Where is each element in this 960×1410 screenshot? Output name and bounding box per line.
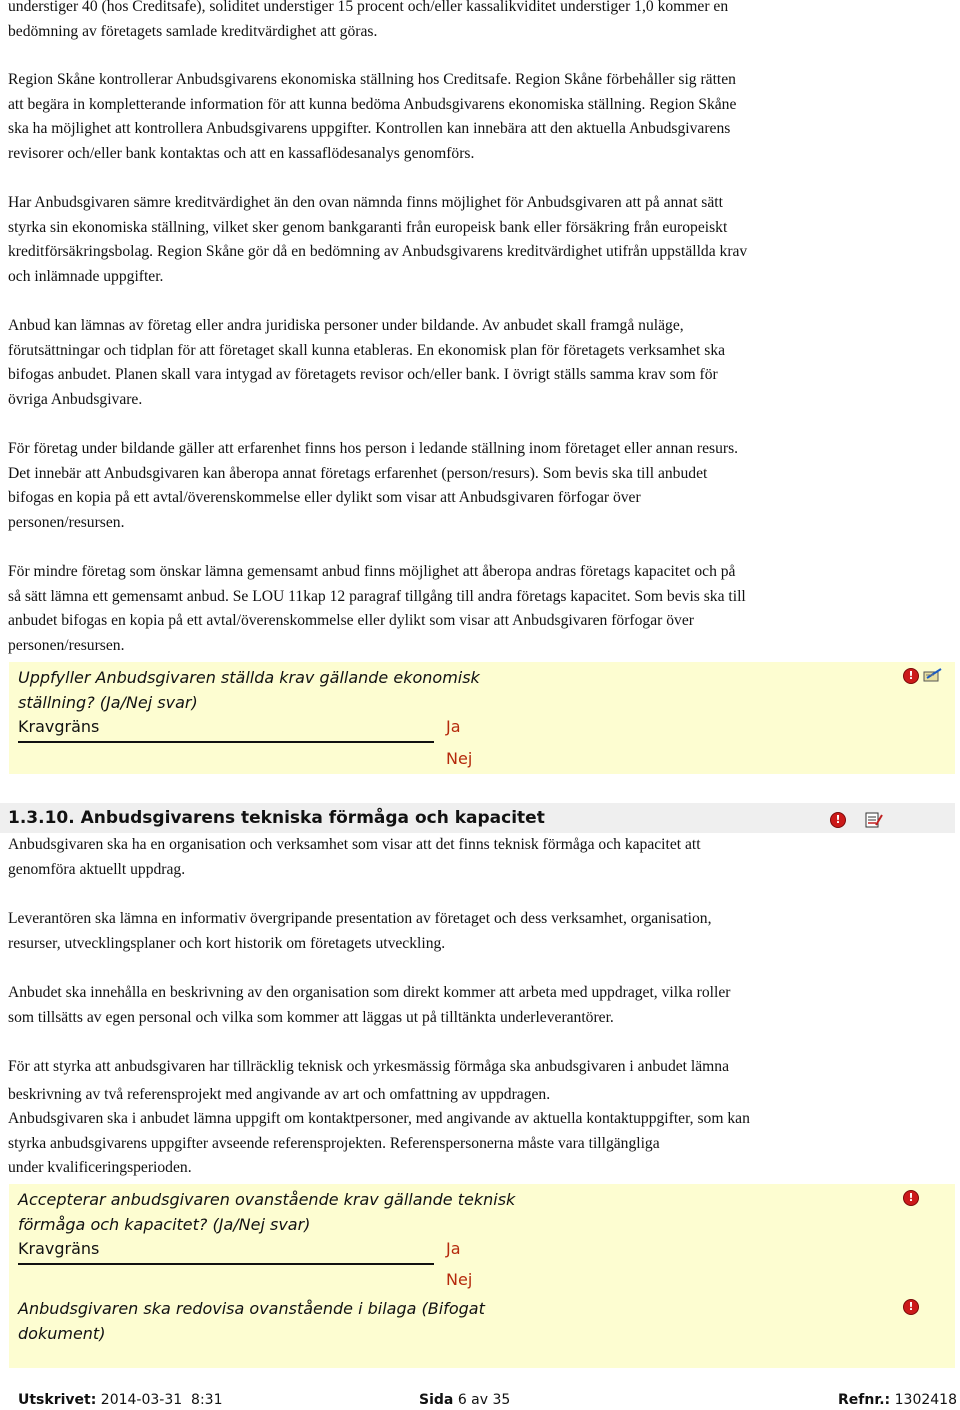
- paragraph-references: [8, 1055, 958, 1181]
- text-line: beskrivning av två referensprojekt med angivande av art och omfattning av uppdragen.: [8, 1085, 551, 1103]
- text-line: bifogas en kopia på ett avtal/överenskommelse eller dylikt som visar att Anbudsgivaren förfogar över: [8, 489, 641, 507]
- option-ja[interactable]: Ja: [446, 717, 461, 736]
- text-line: Har Anbudsgivaren sämre kreditvärdighet än den ovan nämnda finns möjlighet för Anbudsgivaren att på annat sätt: [8, 194, 723, 211]
- text-line: som tillsätts av egen personal och vilka som kommer att läggas ut på tilltänkta underleverantörer.: [8, 1008, 614, 1026]
- text-line: ska ha möjlighet att kontrollera Anbudsgivarens uppgifter. Kontrollen kan innebära att den aktuella Anbudsgivarens: [8, 120, 731, 138]
- document-icon[interactable]: [864, 811, 884, 829]
- option-nej[interactable]: Nej: [446, 749, 473, 768]
- paragraph-control: [8, 68, 958, 166]
- threshold-label: Kravgräns: [18, 1239, 100, 1258]
- printed-label: Utskrivet:: [18, 1392, 97, 1408]
- ref-label: Refnr.:: [838, 1392, 891, 1408]
- paragraph-experience: [8, 437, 958, 535]
- edit-note-icon[interactable]: [922, 667, 944, 683]
- question-text: [18, 1187, 515, 1237]
- threshold-line: [18, 1263, 434, 1265]
- text-line: styrka anbudsgivarens uppgifter avseende referensprojekten. Referenspersonerna måste vara tillgängliga: [8, 1134, 660, 1152]
- paragraph-lower-credit: [8, 191, 958, 289]
- text-line: genomföra aktuellt uppdrag.: [8, 860, 186, 878]
- warning-icon: !: [903, 1299, 919, 1315]
- paragraph-credit: [8, 0, 958, 44]
- text-line: resurser, utvecklingsplaner och kort historik om företagets utveckling.: [8, 934, 446, 952]
- warning-icon: !: [903, 668, 919, 684]
- text-line: personen/resursen.: [8, 513, 125, 531]
- text-line: För företag under bildande gäller att erfarenhet finns hos person i ledande ställning inom företaget eller annan resurs.: [8, 440, 739, 457]
- footer-page: [419, 1392, 510, 1408]
- text-line: revisorer och/eller bank kontaktas och att en kassaflödesanalys genomförs.: [8, 144, 475, 162]
- text-line: Anbudsgivaren ska ha en organisation och verksamhet som visar att det finns teknisk förmåga och kapacitet att: [8, 836, 701, 853]
- threshold-label: Kravgräns: [18, 717, 100, 736]
- page-value: 6 av 35: [457, 1392, 511, 1408]
- text-line: anbudet bifogas en kopia på ett avtal/överenskommelse eller dylikt som visar att Anbudsgivaren förfogar över: [8, 612, 694, 630]
- paragraph-organisation: [8, 833, 958, 882]
- section-heading: 1.3.10. Anbudsgivarens tekniska förmåga och kapacitet: [8, 808, 545, 828]
- text-line: Leverantören ska lämna en informativ övergripande presentation av företaget och dess verksamhet, organisation,: [8, 910, 712, 927]
- option-ja[interactable]: Ja: [446, 1239, 461, 1258]
- text-line: förutsättningar och tidplan för att företaget skall kunna etableras. En ekonomisk plan för företagets verksamhet ska: [8, 341, 726, 359]
- attachment-question-text: [18, 1296, 485, 1346]
- warning-icon: !: [830, 812, 846, 828]
- question-line: förmåga och kapacitet? (Ja/Nej svar): [18, 1215, 311, 1234]
- footer-printed: [18, 1392, 222, 1408]
- text-line: styrka sin ekonomiska ställning, vilket sker genom bankgaranti från europeisk bank eller försäkring från europeiskt: [8, 218, 728, 236]
- text-line: understiger 40 (hos Creditsafe), soliditet understiger 15 procent och/eller kassalikviditet understiger 1,0 kommer en: [8, 0, 729, 15]
- page-label: Sida: [419, 1392, 454, 1408]
- text-line: personen/resursen.: [8, 636, 125, 654]
- threshold-line: [18, 741, 434, 743]
- text-line: Anbudet ska innehålla en beskrivning av den organisation som direkt kommer att arbeta med uppdraget, vilka roller: [8, 984, 731, 1001]
- text-line: För att styrka att anbudsgivaren har tillräcklig teknisk och yrkesmässig förmåga ska anbudsgivaren i anbudet lämna: [8, 1058, 730, 1075]
- paragraph-startup: [8, 314, 958, 412]
- text-line: att begära in kompletterande information för att kunna bedöma Anbudsgivarens ekonomiska ställning. Region Skåne: [8, 95, 737, 113]
- warning-icon: !: [903, 1190, 919, 1206]
- question-line: Anbudsgivaren ska redovisa ovanstående i bilaga (Bifogat: [18, 1299, 485, 1318]
- text-line: Region Skåne kontrollerar Anbudsgivarens ekonomiska ställning hos Creditsafe. Region Skåne förbehåller sig rätten: [8, 71, 736, 88]
- text-line: så sätt lämna ett gemensamt anbud. Se LOU 11kap 12 paragraf tillgång till andra företags kapacitet. Som bevis ska till: [8, 587, 746, 605]
- footer-ref: [838, 1392, 957, 1408]
- printed-value: 2014-03-31 8:31: [100, 1392, 223, 1408]
- question-line: ställning? (Ja/Nej svar): [18, 693, 198, 712]
- question-line: Uppfyller Anbudsgivaren ställda krav gällande ekonomisk: [18, 668, 480, 687]
- ref-value: 1302418: [894, 1392, 957, 1408]
- text-line: övriga Anbudsgivare.: [8, 390, 143, 408]
- text-line: bedömning av företagets samlade kreditvärdighet att göras.: [8, 22, 378, 40]
- text-line: Anbud kan lämnas av företag eller andra juridiska personer under bildande. Av anbudet skall framgå nuläge,: [8, 317, 684, 334]
- question-line: dokument): [18, 1324, 106, 1343]
- option-nej[interactable]: Nej: [446, 1270, 473, 1289]
- text-line: Anbudsgivaren ska i anbudet lämna uppgift om kontaktpersoner, med angivande av aktuella kontaktuppgifter, som kan: [8, 1110, 750, 1128]
- text-line: bifogas anbudet. Planen skall vara intygad av företagets revisor och/eller bank. I övrigt ställs samma krav som för: [8, 366, 718, 384]
- question-line: Accepterar anbudsgivaren ovanstående krav gällande teknisk: [18, 1190, 516, 1209]
- text-line: kreditförsäkringsbolag. Region Skåne gör då en bedömning av Anbudsgivarens kreditvärdighet utifrån uppställda krav: [8, 243, 748, 261]
- paragraph-joint-bid: [8, 560, 958, 658]
- paragraph-presentation: [8, 907, 958, 956]
- text-line: För mindre företag som önskar lämna gemensamt anbud finns möjlighet att åberopa andras företags kapacitet och på: [8, 563, 736, 580]
- text-line: under kvalificeringsperioden.: [8, 1159, 192, 1177]
- paragraph-description: [8, 981, 958, 1030]
- text-line: och inlämnade uppgifter.: [8, 267, 164, 285]
- question-text: [18, 665, 480, 715]
- text-line: Det innebär att Anbudsgivaren kan åberopa annat företags erfarenhet (person/resurs). Som bevis ska till anbudet: [8, 464, 708, 482]
